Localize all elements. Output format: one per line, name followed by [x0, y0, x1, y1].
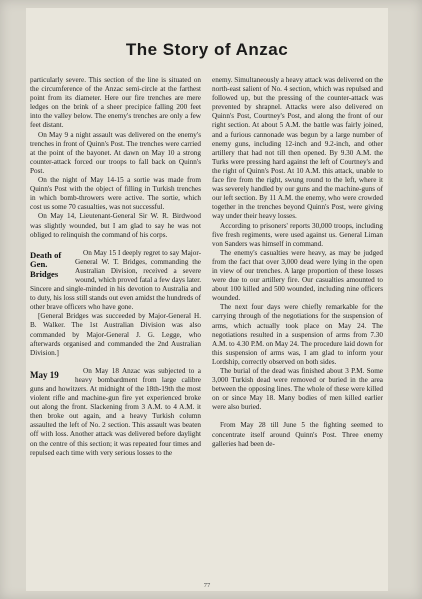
- paragraph: The next four days were chiefly remarkable for the carrying through of the negotiations for the suspension of arms, which actually took place on May 24. The negotiations resulted in a suspension of arms from 7.30 A.M. to 4.30 P.M. on May 24. The procedure laid down for this suspension of arms was, I am glad to inform your Lordship, correctly observed on both sides.: [212, 303, 383, 366]
- editorial-note: [General Bridges was succeeded by Major-General H. B. Walker. The 1st Australian Division was also commanded by Major-General J. G. Legge, who afterwards organised and commanded the 2nd Australian Division.]: [30, 312, 201, 357]
- paragraph-may-19: [30, 367, 201, 458]
- margin-heading: May 19: [30, 369, 59, 380]
- paragraph-bridges: [30, 249, 201, 313]
- paragraph: The enemy's casualties were heavy, as may be judged from the fact that over 3,000 dead were lying in the open in view of our trenches. A large proportion of these losses were due to our artillery fire. Our casualties amounted to about 100 killed and 500 wounded, including nine officers wounded.: [212, 248, 383, 303]
- page-inner: [26, 8, 388, 591]
- page-title: The Story of Anzac: [125, 40, 289, 59]
- paragraph: On May 14, Lieutenant-General Sir W. R. Birdwood was slightly wounded, but I am glad to say he was not obliged to relinquish the command of his corps.: [30, 212, 201, 239]
- left-column: [30, 76, 201, 458]
- paragraph: The burial of the dead was finished about 3 P.M. Some 3,000 Turkish dead were removed or buried in the area between the opposing lines. The whole of these were killed on or since May 18. Many bodies of men killed earlier were also buried.: [212, 367, 383, 412]
- paragraph: According to prisoners' reports 30,000 troops, including five fresh regiments, were used against us. General Liman von Sanders was himself in command.: [212, 221, 383, 248]
- paragraph: On May 9 a night assault was delivered on the enemy's trenches in front of Quinn's Post. The trenches were carried at the point of the bayonet. At dawn on May 10 a strong counter-attack forced our troops to fall back on Quinn's Post.: [30, 130, 201, 175]
- paragraph-text: On May 18 Anzac was subjected to a heavy bombardment from large calibre guns and howitzers. At midnight of the 18th-19th the most violent rifle and machine-gun fire yet experienced broke out along the front. Slackening from 3 A.M. to 4 A.M. it then broke out again, and a heavy Turkish column assaulted the left of No. 2 section. This assault was beaten off with loss. Another attack was delivered before daylight on the centre of this section; it was repeated four times and repulsed each time with very serious losses to the: [30, 366, 201, 457]
- page-number: 77: [203, 582, 211, 589]
- paragraph: From May 28 till June 5 the fighting seemed to concentrate itself around Quinn's Post. Three enemy galleries had been de-: [212, 421, 383, 448]
- right-column: [212, 76, 383, 449]
- margin-heading: Death of Gen. Bridges: [30, 249, 62, 279]
- paragraph: On the night of May 14-15 a sortie was made from Quinn's Post with the object of filling in Turkish trenches in which bomb-throwers were active. The sortie, which cost us some 70 casualties, was not successful.: [30, 176, 201, 212]
- paragraph: particularly severe. This section of the line is situated on the circumference of the Anzac semi-circle at the farthest point from its diameter. Here our fire trenches are mere ledges on the brink of a sheer precipice falling 200 feet into the valley below. The enemy's trenches are only a few feet distant.: [30, 76, 201, 130]
- paragraph-text: On May 15 I deeply regret to say Major-General W. T. Bridges, commanding the Australian Division, received a severe wound, which proved fatal a few days later. Sincere and single-minded in his devotion to Australia and to duty, his loss still stands out even amidst the hundreds of other brave officers who have gone.: [30, 248, 201, 312]
- paragraph: enemy. Simultaneously a heavy attack was delivered on the north-east salient of No. 4 section, which was repulsed and followed up, but the pressing of the counter-attack was prevented by shrapnel. Attacks were also delivered on Quinn's Post, Courtney's Post, and along the front of our right section. At about 5 A.M. the battle was fairly joined, and a furious cannonade was begun by a large number of enemy guns, including 12-inch and 9.2-inch, and other artillery that had not till then opened. By 9.30 A.M. the Turks were pressing hard against the left of Courtney's and the right of Quinn's Post. At 10 A.M. this attack, unable to face fire from the right, swung round to the left, where it was severely handled by our guns and the machine-guns of our left section. By 11 A.M. the enemy, who were crowded together in the trenches beyond Quinn's Post, were giving way under their heavy losses.: [212, 76, 383, 221]
